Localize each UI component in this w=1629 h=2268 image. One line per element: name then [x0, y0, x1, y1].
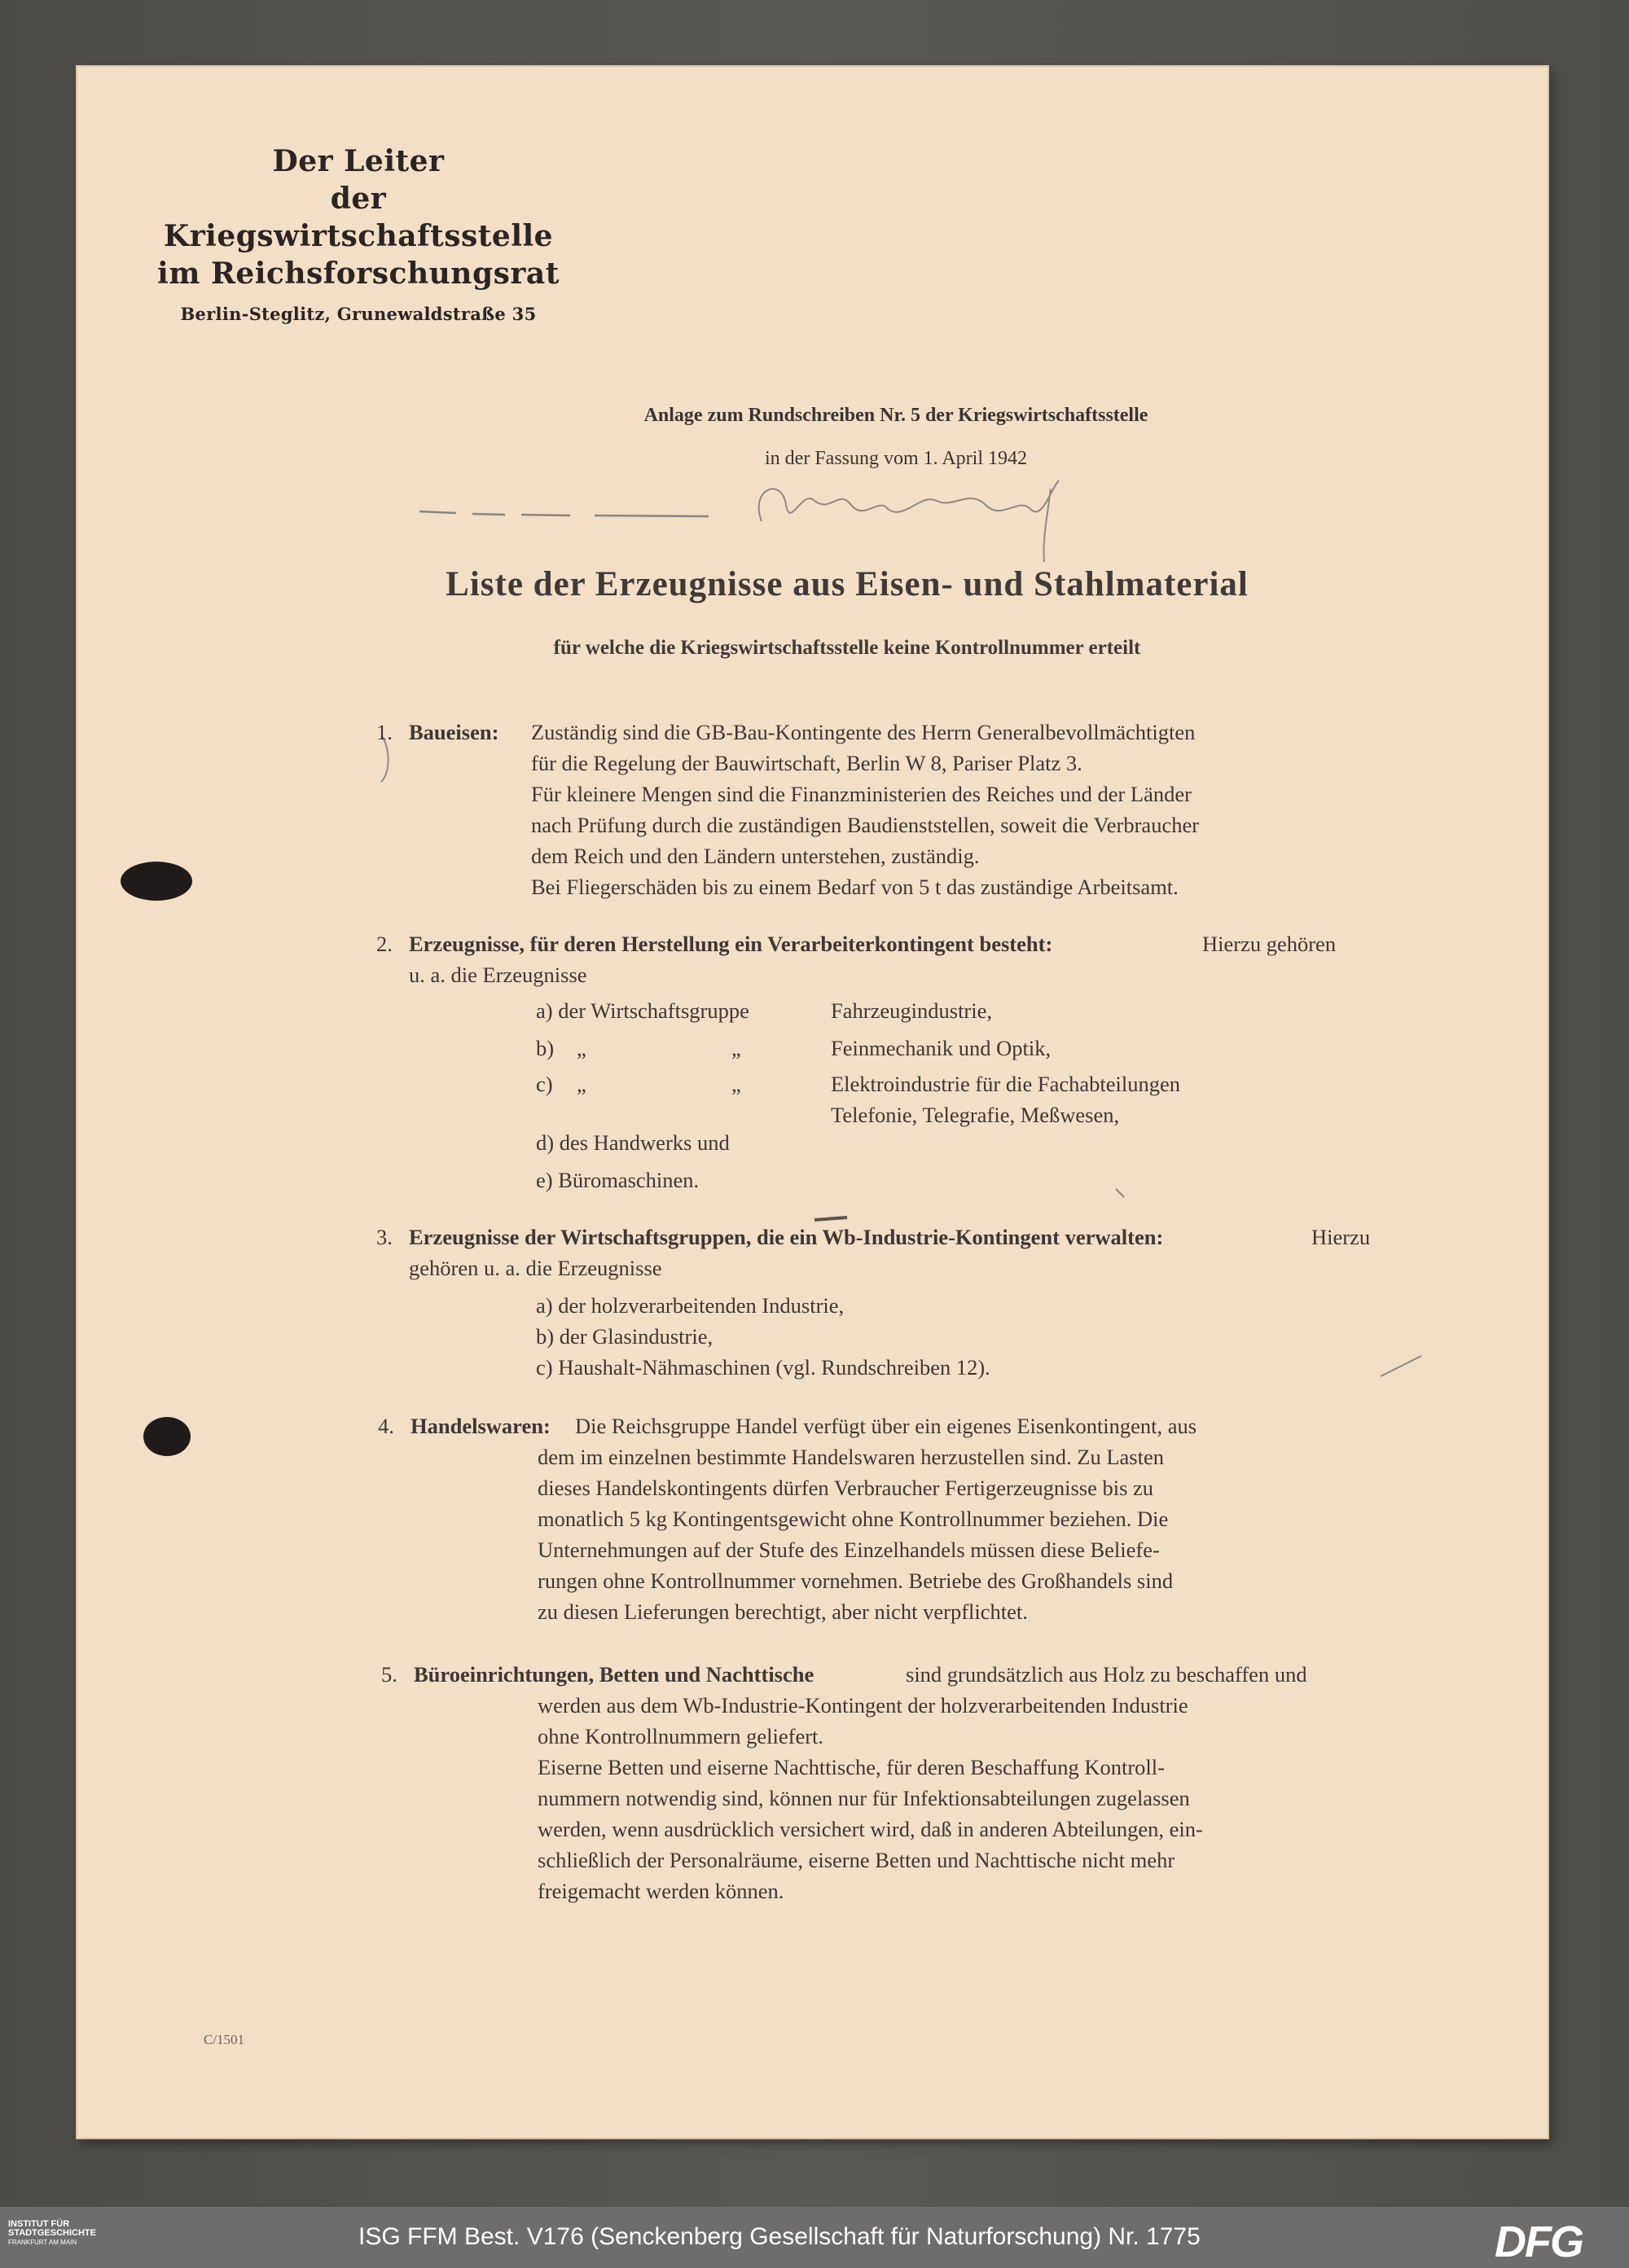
item-1-line-6: Bei Fliegerschäden bis zu einem Bedarf von 5 t das zuständige Arbeitsamt.: [531, 875, 1179, 899]
item-1-line-3: Für kleinere Mengen sind die Finanzministerien des Reiches und der Länder: [531, 782, 1192, 806]
item-3-number: 3.: [376, 1225, 393, 1249]
institute-line-2: STADTGESCHICHTE: [8, 2228, 96, 2238]
item-2-c-right-2: Telefonie, Telegrafie, Meßwesen,: [831, 1103, 1120, 1127]
item-2-c-left: c): [536, 1072, 553, 1096]
item-2-a-left: a) der Wirtschaftsgruppe: [536, 998, 749, 1023]
item-2-e: e) Büromaschinen.: [536, 1168, 700, 1192]
item-2-b-left: b): [536, 1036, 555, 1060]
item-1-line-5: dem Reich und den Ländern unterstehen, zuständig.: [531, 844, 980, 868]
item-2-number: 2.: [376, 932, 393, 956]
letterhead-line-2: der Kriegswirtschaftsstelle: [163, 182, 554, 253]
letterhead-address: Berlin-Steglitz, Grunewaldstraße 35: [180, 304, 537, 324]
item-4-line-4: monatlich 5 kg Kontingentsgewicht ohne Kontrollnummer beziehen. Die: [538, 1507, 1169, 1531]
institute-logo: [8, 2220, 96, 2247]
item-3-heading-tail: Hierzu: [1311, 1225, 1371, 1249]
item-5-line-2: werden aus dem Wb-Industrie-Kontingent der holzverarbeitenden Industrie: [538, 1693, 1188, 1717]
item-5-first-line: sind grundsätzlich aus Holz zu beschaffen und: [906, 1662, 1307, 1687]
item-2-c-ditto-2: „: [731, 1072, 741, 1096]
archive-id: C/1501: [204, 2032, 245, 2047]
dfg-logo: DFG: [1495, 2218, 1583, 2266]
item-1-line-4: nach Prüfung durch die zuständigen Baudienststellen, soweit die Verbraucher: [531, 813, 1200, 837]
institute-line-3: FRANKFURT AM MAIN: [8, 2239, 77, 2246]
item-2-c-ditto-1: „: [577, 1072, 586, 1096]
item-5-line-5: nummern notwendig sind, können nur für Infektionsabteilungen zugelassen: [538, 1786, 1190, 1810]
item-4-line-7: zu diesen Lieferungen berechtigt, aber nicht verpflichtet.: [538, 1599, 1028, 1624]
item-4-line-6: rungen ohne Kontrollnummer vornehmen. Betriebe des Großhandels sind: [538, 1568, 1174, 1593]
item-1-line-1: Zuständig sind die GB-Bau-Kontingente des Herrn Generalbevollmächtigten: [531, 720, 1196, 744]
item-1-heading: Baueisen:: [409, 720, 499, 744]
item-4-line-5: Unternehmungen auf der Stufe des Einzelhandels müssen diese Beliefe-: [538, 1538, 1160, 1562]
item-5-number: 5.: [381, 1662, 397, 1687]
item-4-first-line: Die Reichsgruppe Handel verfügt über ein eigenes Eisenkontingent, aus: [575, 1414, 1197, 1438]
footer-bar: [0, 2207, 1629, 2268]
document-title: Liste der Erzeugnisse aus Eisen- und Stahlmaterial: [446, 565, 1249, 603]
item-2-heading-tail: Hierzu gehören: [1202, 932, 1337, 956]
letterhead-line-3: im Reichsforschungsrat: [157, 257, 560, 291]
item-4-number: 4.: [378, 1414, 394, 1438]
item-2-line-2: u. a. die Erzeugnisse: [409, 963, 587, 987]
item-1-number: 1.: [376, 720, 393, 744]
item-5-heading: Büroeinrichtungen, Betten und Nachttische: [414, 1662, 814, 1687]
item-2-b-ditto-1: „: [577, 1036, 586, 1060]
item-2-b-ditto-2: „: [731, 1036, 741, 1060]
item-2-c-right-1: Elektroindustrie für die Fachabteilungen: [831, 1072, 1181, 1096]
item-2-heading: Erzeugnisse, für deren Herstellung ein Verarbeiterkontingent besteht:: [409, 932, 1053, 956]
item-2-b-right: Feinmechanik und Optik,: [831, 1036, 1052, 1060]
item-3-a: a) der holzverarbeitenden Industrie,: [536, 1293, 845, 1318]
item-4-heading: Handelswaren:: [411, 1414, 551, 1438]
archive-caption: ISG FFM Best. V176 (Senckenberg Gesellschaft für Naturforschung) Nr. 1775: [358, 2223, 1201, 2250]
institute-line-1: INSTITUT FÜR: [8, 2219, 70, 2229]
item-2-d: d) des Handwerks und: [536, 1130, 730, 1155]
item-3-b: b) der Glasindustrie,: [536, 1324, 714, 1349]
item-5-line-4: Eiserne Betten und eiserne Nachttische, für deren Beschaffung Kontroll-: [538, 1755, 1165, 1779]
item-3-c: c) Haushalt-Nähmaschinen (vgl. Rundschreiben 12).: [536, 1355, 990, 1380]
item-5-line-7: schließlich der Personalräume, eiserne Betten und Nachttische nicht mehr: [538, 1848, 1175, 1872]
item-2-a-right: Fahrzeugindustrie,: [831, 998, 992, 1023]
letterhead-line-1: Der Leiter: [272, 144, 445, 178]
annex-line: Anlage zum Rundschreiben Nr. 5 der Kriegswirtschaftsstelle: [643, 405, 1148, 426]
version-line: in der Fassung vom 1. April 1942: [765, 448, 1027, 469]
item-4-line-2: dem im einzelnen bestimmte Handelswaren herzustellen sind. Zu Lasten: [538, 1445, 1164, 1469]
item-4-line-3: dieses Handelskontingents dürfen Verbraucher Fertigerzeugnisse bis zu: [538, 1476, 1154, 1500]
document-subtitle: für welche die Kriegswirtschaftsstelle keine Kontrollnummer erteilt: [553, 637, 1141, 659]
item-1-line-2: für die Regelung der Bauwirtschaft, Berlin W 8, Pariser Platz 3.: [531, 751, 1082, 775]
item-5-line-6: werden, wenn ausdrücklich versichert wird, daß in anderen Abteilungen, ein-: [538, 1817, 1203, 1841]
item-3-line-2: gehören u. a. die Erzeugnisse: [409, 1256, 662, 1280]
item-5-line-3: ohne Kontrollnummern geliefert.: [538, 1724, 824, 1748]
item-3-heading: Erzeugnisse der Wirtschaftsgruppen, die ein Wb-Industrie-Kontingent verwalten:: [409, 1225, 1164, 1249]
item-5-line-8: freigemacht werden können.: [538, 1879, 784, 1903]
